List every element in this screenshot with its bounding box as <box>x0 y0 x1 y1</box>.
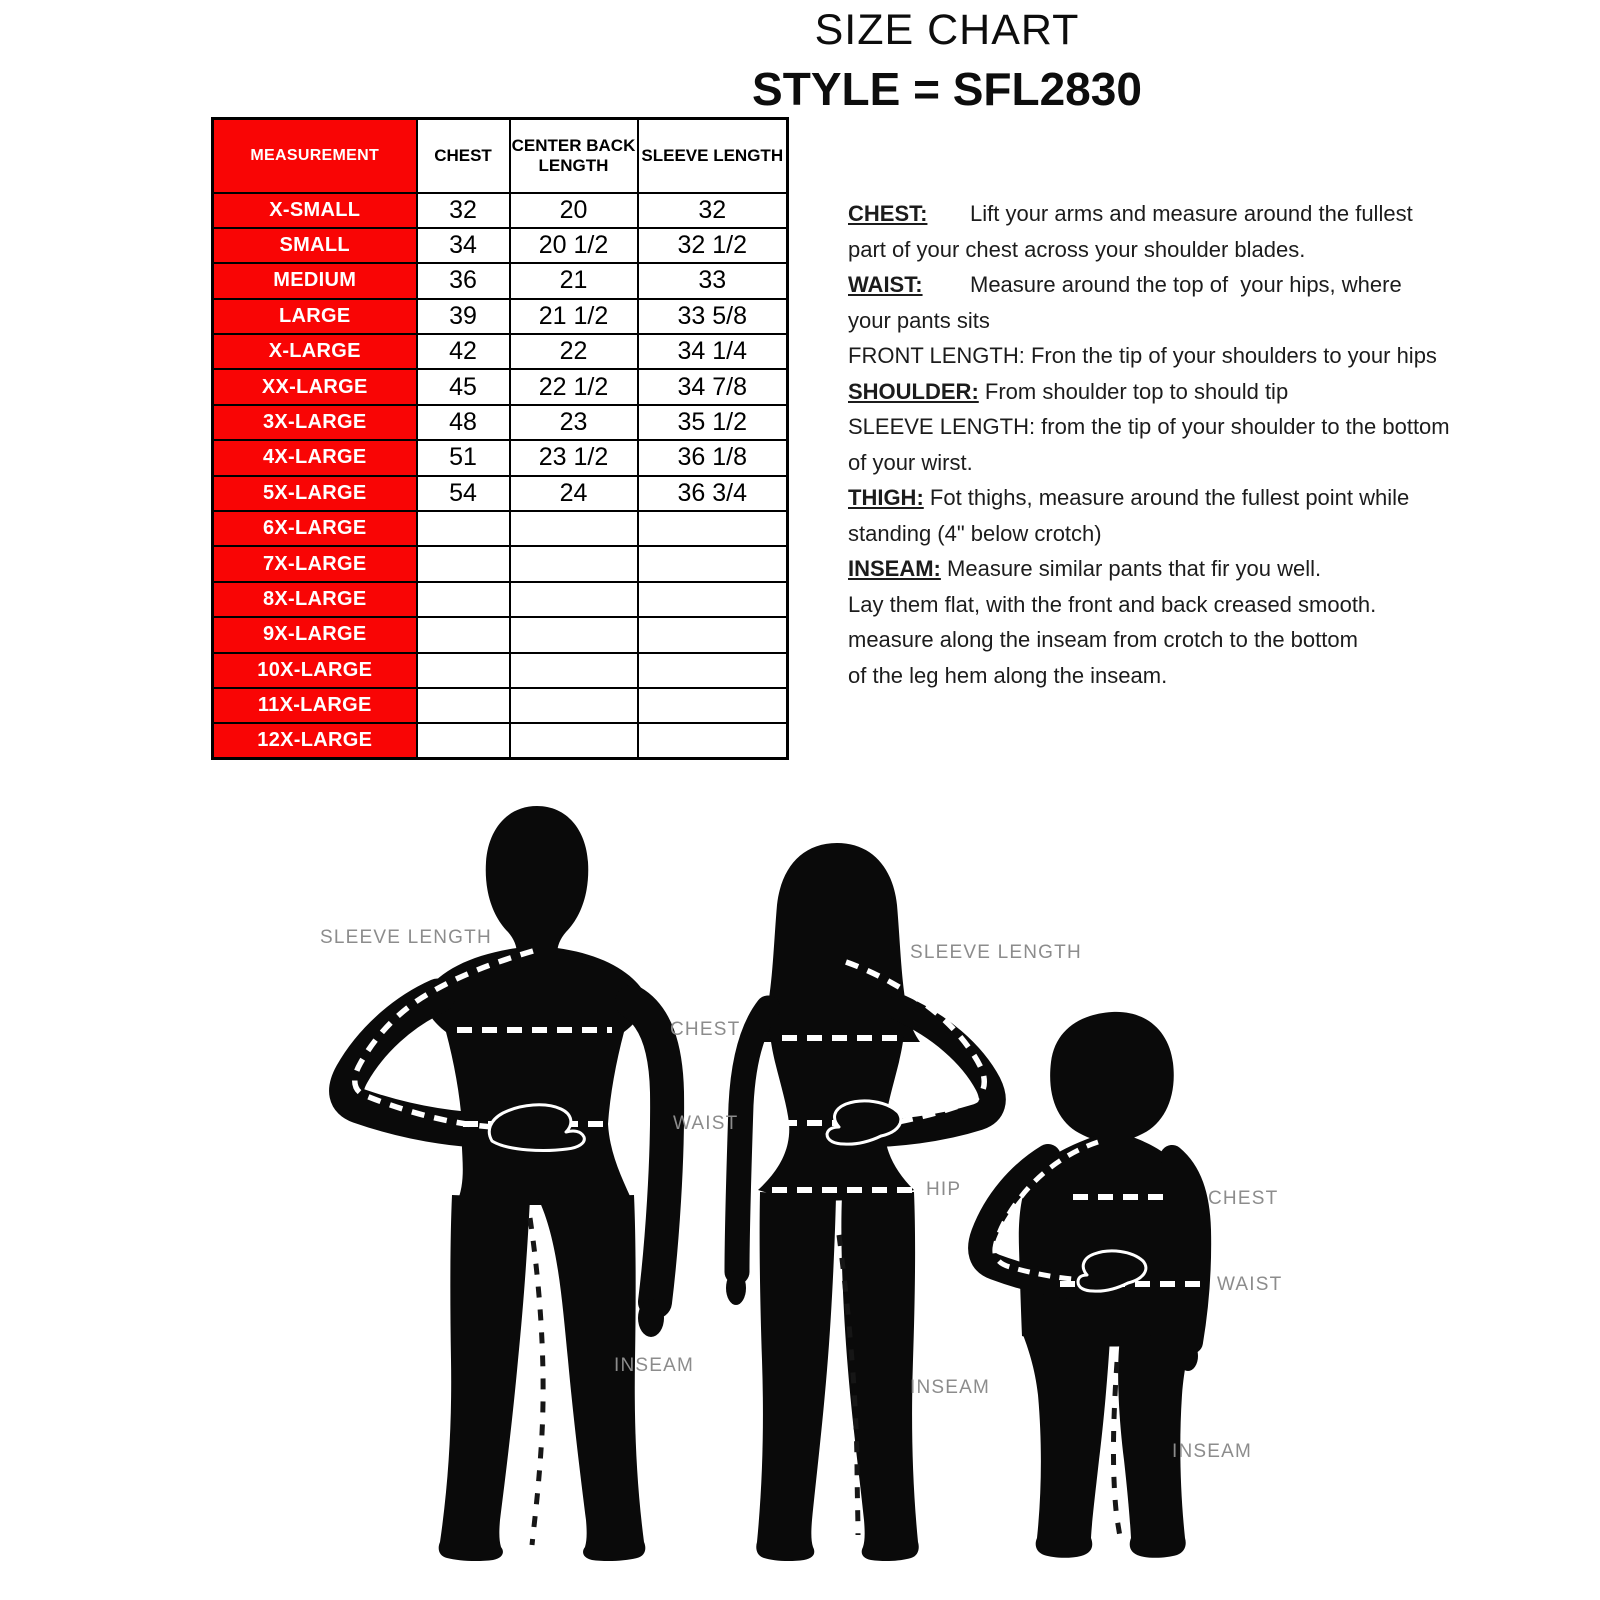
table-row <box>213 617 788 652</box>
value-cell: 36 <box>417 263 510 298</box>
size-label-cell: 10X-LARGE <box>213 653 417 688</box>
instruction-text: SLEEVE LENGTH: from the tip of your shoulder to the bottom <box>848 414 1450 439</box>
table-row <box>213 546 788 581</box>
size-label-cell: MEDIUM <box>213 263 417 298</box>
size-label-cell: 7X-LARGE <box>213 546 417 581</box>
table-row <box>213 263 788 298</box>
woman-left-leg <box>756 1192 836 1561</box>
child-head <box>1050 1012 1174 1142</box>
instruction-term: THIGH: <box>848 485 924 510</box>
man-left-leg <box>439 1195 530 1561</box>
value-cell <box>417 723 510 758</box>
instruction-term: WAIST: <box>848 272 923 297</box>
instruction-term: SHOULDER: <box>848 378 979 404</box>
value-cell <box>510 723 638 758</box>
value-cell: 22 1/2 <box>510 369 638 404</box>
instruction-line <box>848 516 1468 552</box>
instruction-line <box>848 196 1468 232</box>
man-inseam-label: INSEAM <box>614 1355 695 1376</box>
instruction-line <box>848 658 1468 694</box>
man-waist-label: WAIST <box>673 1113 739 1134</box>
instruction-text: standing (4" below crotch) <box>848 520 1102 546</box>
value-cell <box>417 688 510 723</box>
value-cell: 20 1/2 <box>510 228 638 263</box>
value-cell <box>417 546 510 581</box>
woman-torso <box>758 1002 914 1201</box>
instruction-line <box>848 409 1468 445</box>
value-cell <box>510 582 638 617</box>
size-label-cell: 11X-LARGE <box>213 688 417 723</box>
value-cell <box>638 688 788 723</box>
value-cell: 35 1/2 <box>638 405 788 440</box>
instruction-text: Measure similar pants that fir you well. <box>947 556 1322 581</box>
table-row <box>213 228 788 263</box>
instruction-text: of the leg hem along the inseam. <box>848 662 1168 688</box>
size-label-cell: SMALL <box>213 228 417 263</box>
page-title: SIZE CHART <box>814 6 1080 54</box>
size-label-cell: 12X-LARGE <box>213 723 417 758</box>
value-cell <box>417 511 510 546</box>
instruction-line <box>848 445 1468 481</box>
value-cell: 23 1/2 <box>510 440 638 475</box>
value-cell <box>638 653 788 688</box>
value-cell: 36 3/4 <box>638 476 788 511</box>
value-cell <box>638 617 788 652</box>
man-right-leg <box>538 1195 645 1561</box>
table-row <box>213 193 788 228</box>
value-cell: 21 <box>510 263 638 298</box>
table-row <box>213 405 788 440</box>
value-cell: 42 <box>417 334 510 369</box>
table-row <box>213 440 788 475</box>
instruction-text: Lay them flat, with the front and back creased smooth. <box>848 591 1377 617</box>
value-cell: 33 5/8 <box>638 299 788 334</box>
child-left-leg <box>1022 1332 1110 1558</box>
instruction-line <box>848 303 1468 339</box>
size-label-cell: XX-LARGE <box>213 369 417 404</box>
woman-inseam-label: INSEAM <box>910 1377 991 1398</box>
instruction-line <box>848 622 1468 658</box>
woman-left-hand <box>726 1271 746 1305</box>
instruction-line <box>848 232 1468 268</box>
instruction-text: Fot thighs, measure around the fullest point while <box>929 485 1410 510</box>
value-cell <box>510 546 638 581</box>
table-row <box>213 653 788 688</box>
value-cell: 34 7/8 <box>638 369 788 404</box>
instruction-text: of your wirst. <box>848 449 973 475</box>
instruction-text: part of your chest across your shoulder blades. <box>848 236 1306 262</box>
size-label-cell: X-SMALL <box>213 193 417 228</box>
value-cell: 48 <box>417 405 510 440</box>
man-right-hand <box>638 1299 664 1337</box>
instruction-term: CHEST: <box>848 201 928 226</box>
man-head <box>486 806 589 955</box>
instruction-text: measure along the inseam from crotch to the bottom <box>848 627 1358 652</box>
header-chest: CHEST <box>417 119 510 193</box>
instruction-line <box>848 551 1468 587</box>
tab-spacer <box>848 267 970 303</box>
value-cell <box>510 617 638 652</box>
value-cell: 21 1/2 <box>510 299 638 334</box>
size-table <box>211 117 789 760</box>
size-label-cell: 9X-LARGE <box>213 617 417 652</box>
value-cell: 54 <box>417 476 510 511</box>
size-label-cell: 8X-LARGE <box>213 582 417 617</box>
man-silhouette <box>347 806 668 1561</box>
child-right-hand <box>1178 1341 1198 1371</box>
style-code: STYLE = SFL2830 <box>752 63 1142 115</box>
table-header-row <box>213 119 788 193</box>
value-cell: 51 <box>417 440 510 475</box>
child-inseam-label: INSEAM <box>1172 1441 1253 1462</box>
value-cell <box>417 582 510 617</box>
man-sleeve-label: SLEEVE LENGTH <box>320 927 492 948</box>
value-cell <box>638 723 788 758</box>
measurement-diagram <box>0 790 1600 1600</box>
instruction-text: FRONT LENGTH: Fron the tip of your shoulders to your hips <box>848 343 1437 368</box>
table-row <box>213 723 788 758</box>
value-cell: 33 <box>638 263 788 298</box>
value-cell: 34 1/4 <box>638 334 788 369</box>
instruction-line <box>848 374 1468 410</box>
instruction-text: From shoulder top to should tip <box>984 378 1289 404</box>
table-row <box>213 299 788 334</box>
value-cell: 23 <box>510 405 638 440</box>
value-cell: 32 <box>638 193 788 228</box>
value-cell <box>638 582 788 617</box>
header-sleeve: SLEEVE LENGTH <box>638 119 788 193</box>
value-cell <box>510 511 638 546</box>
size-table-body <box>213 193 788 759</box>
size-label-cell: 6X-LARGE <box>213 511 417 546</box>
instruction-term: INSEAM: <box>848 556 941 581</box>
woman-hip-label: HIP <box>926 1179 962 1200</box>
table-row <box>213 688 788 723</box>
value-cell <box>510 653 638 688</box>
man-right-arm <box>632 1002 667 1302</box>
table-row <box>213 511 788 546</box>
instructions <box>848 196 1468 693</box>
size-label-cell: 3X-LARGE <box>213 405 417 440</box>
instruction-line <box>848 267 1468 303</box>
value-cell: 22 <box>510 334 638 369</box>
woman-sleeve-label: SLEEVE LENGTH <box>910 942 1082 963</box>
size-label-cell: X-LARGE <box>213 334 417 369</box>
instruction-line <box>848 587 1468 623</box>
instruction-text: your pants sits <box>848 307 990 333</box>
child-waist-label: WAIST <box>1217 1274 1283 1295</box>
value-cell <box>638 511 788 546</box>
value-cell <box>417 653 510 688</box>
header-measurement: MEASUREMENT <box>213 119 417 193</box>
instruction-text: Lift your arms and measure around the fullest <box>970 201 1413 226</box>
man-chest-label: CHEST <box>670 1019 741 1040</box>
value-cell <box>417 617 510 652</box>
table-row <box>213 334 788 369</box>
value-cell: 39 <box>417 299 510 334</box>
table-row <box>213 476 788 511</box>
table-row <box>213 369 788 404</box>
value-cell: 24 <box>510 476 638 511</box>
title-block <box>547 6 1347 116</box>
instruction-line <box>848 480 1468 516</box>
child-chest-label: CHEST <box>1208 1188 1279 1209</box>
header-center-back: CENTER BACK LENGTH <box>510 119 638 193</box>
instruction-text: Measure around the top of your hips, where <box>970 272 1402 297</box>
size-label-cell: 5X-LARGE <box>213 476 417 511</box>
value-cell <box>638 546 788 581</box>
value-cell: 45 <box>417 369 510 404</box>
value-cell <box>510 688 638 723</box>
child-silhouette <box>981 1012 1205 1558</box>
instruction-line <box>848 338 1468 374</box>
man-torso <box>425 948 646 1205</box>
value-cell: 36 1/8 <box>638 440 788 475</box>
tab-spacer <box>848 196 970 232</box>
value-cell: 32 1/2 <box>638 228 788 263</box>
value-cell: 32 <box>417 193 510 228</box>
size-label-cell: LARGE <box>213 299 417 334</box>
value-cell: 34 <box>417 228 510 263</box>
value-cell: 20 <box>510 193 638 228</box>
table-row <box>213 582 788 617</box>
man-inseam-line <box>530 1218 543 1545</box>
size-label-cell: 4X-LARGE <box>213 440 417 475</box>
